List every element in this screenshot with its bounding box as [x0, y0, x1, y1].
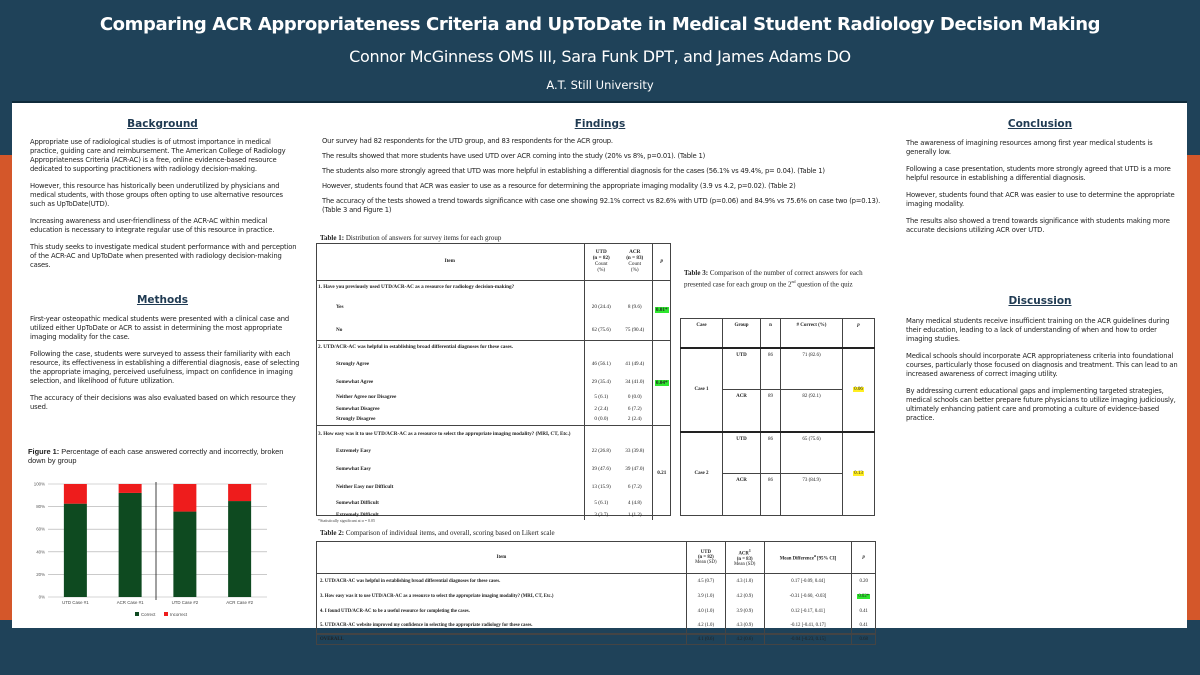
table2-diff: -0.12 [-0.41, 0.17]: [764, 619, 852, 634]
findings-paragraph: The students also more strongly agreed that UTD was more helpful in establishing a differential diagnosis for the cases (56.1% vs 49.4%, p= 0.04). (Table 1): [322, 167, 825, 175]
table2-acr: 3.9 (0.9): [725, 604, 764, 619]
table1-option-label: Somewhat Agree: [336, 379, 374, 385]
findings-paragraph: Our survey had 82 respondents for the UTD group, and 83 respondents for the ACR group.: [322, 137, 613, 145]
legend-swatch-incorrect: [164, 612, 168, 616]
table3-correct: 73 (84.9): [781, 474, 843, 516]
table1-option-label: Somewhat Easy: [336, 466, 372, 472]
table1-utd-count: 3 (3.7): [584, 509, 618, 520]
methods-text: [30, 315, 300, 420]
table3-header-group: Group: [723, 319, 761, 348]
discussion-heading: Discussion: [1008, 295, 1072, 307]
legend-label-correct: Correct: [141, 612, 156, 617]
table3-p-cell: [843, 348, 875, 432]
table2-label: Table 2:: [320, 529, 345, 537]
table1-row: [316, 294, 671, 320]
chart-y-tick-label: 80%: [36, 504, 45, 510]
table1-row: [316, 373, 671, 391]
table3-group: ACR: [723, 390, 761, 432]
table1: [316, 243, 671, 520]
chart-bar-correct: [173, 512, 196, 597]
table1-question: 1. Have you previously used UTD/ACR-AC as a resource for radiology decision-making?: [318, 284, 515, 291]
table1-option-label: Somewhat Disagree: [336, 405, 380, 412]
chart-x-tick-label: ACR Case #1: [116, 600, 144, 605]
table2-acr: 4.2 (0.6): [725, 634, 764, 645]
table2-row: [317, 574, 876, 589]
chart-bar-incorrect: [228, 484, 251, 501]
methods-paragraph: The accuracy of their decisions was also evaluated based on which resource they used.: [30, 394, 296, 411]
table1-row: [316, 460, 671, 478]
findings-text: [322, 137, 887, 215]
chart-x-tick-label: UTD Case #2: [171, 600, 199, 605]
table2-overall-row: [317, 634, 876, 645]
table2-utd: 4.5 (0.7): [686, 574, 725, 589]
table1-row: [316, 414, 671, 425]
chart-y-tick-label: 20%: [36, 571, 45, 577]
table1-header-item: Item: [316, 243, 584, 280]
table3-p: 0.13: [854, 471, 863, 477]
chart-bar-correct: [64, 504, 87, 597]
table3-header-row: [681, 319, 875, 348]
figure1-label: Figure 1:: [28, 447, 60, 456]
table1-option-label: Neither Agree nor Disagree: [336, 394, 397, 400]
table2-header-diff: Mean Difference$^a$ [95% CI]: [764, 542, 852, 574]
table2-p: 0.68: [852, 634, 876, 645]
figure1-caption-text: Percentage of each case answered correctly and incorrectly, broken down by group: [28, 447, 284, 465]
chart-x-tick-label: UTD Case #1: [62, 600, 89, 605]
table1-utd-count: 20 (24.4): [584, 294, 618, 320]
background-heading: Background: [127, 118, 198, 130]
findings-heading: Findings: [574, 118, 626, 130]
table3-header-p: p: [843, 319, 875, 348]
table1-acr-count: 8 (9.6): [627, 304, 642, 310]
table1-utd-count: 0 (0.0): [584, 414, 618, 425]
table1-option-label: No: [316, 320, 584, 340]
table2-caption-text: Comparison of individual items, and overall, scoring based on Likert scale: [344, 529, 555, 537]
table1-acr-count: 6 (7.2): [627, 484, 642, 490]
conclusion-paragraph: The awareness of imagining resources among first year medical students is generally low.: [906, 139, 1153, 156]
table2-item: 2. UTD/ACR-AC was helpful in establishing broad differential diagnoses for these cases.: [320, 578, 501, 584]
poster-affiliation: A.T. Still University: [546, 78, 654, 92]
table1-row: [316, 354, 671, 373]
table3: [680, 318, 875, 516]
table1-acr-count: 33 (39.8): [625, 448, 645, 454]
table2: [316, 541, 876, 645]
legend-label-incorrect: Incorrect: [170, 612, 188, 617]
table1-acr-count: 0 (0.0): [627, 394, 642, 400]
table2-header-p: p: [852, 542, 876, 574]
table2-p: 0.41: [852, 604, 876, 619]
table1-acr-count: 4 (4.8): [627, 499, 642, 506]
methods-heading: Methods: [136, 294, 189, 306]
table1-p-cell: [652, 280, 671, 340]
poster-authors: Connor McGinness OMS III, Sara Funk DPT, and James Adams DO: [349, 47, 851, 66]
table1-row: [316, 403, 671, 414]
table2-caption: [320, 529, 555, 537]
table1-utd-count: 13 (15.9): [584, 478, 618, 496]
table1-acr-count: 1 (1.2): [627, 511, 642, 518]
conclusion-paragraph: Following a case presentation, students more strongly agreed that UTD is a more helpful resource in establishing a differential diagnosis.: [906, 165, 1171, 182]
table3-caption-text: Comparison of the number of correct answers for each presented case for each group on the 2: [684, 269, 863, 288]
conclusion-paragraph: However, students found that ACR was easier to use to determine the appropriate imaging modality.: [906, 191, 1175, 208]
table3-group: UTD: [723, 348, 761, 390]
table1-p-value: 0.01*: [655, 307, 668, 313]
table1-p-value: 0.04*: [655, 379, 668, 386]
table3-p: 0.06: [854, 387, 863, 392]
table3-n: 89: [761, 390, 781, 432]
table1-acr-count: 75 (90.4): [618, 320, 652, 340]
table1-utd-count: 5 (6.1): [584, 496, 618, 509]
table2-header-acr: ACR$^1$ (n = 83) Mean (SD): [725, 542, 764, 574]
table1-header-utd: UTD (n = 82) Count (%): [584, 243, 618, 280]
figure1-chart: [22, 472, 282, 632]
table3-p-cell: [843, 432, 875, 516]
table1-footnote: *Statistically significant at α = 0.05: [318, 518, 376, 523]
findings-paragraph: However, students found that ACR was easier to use as a resource for determining the appropriate imaging modality (3.9 vs 4.2, p=0.02). (Table 2): [322, 182, 796, 190]
table2-diff: 0.17 [-0.09, 0.44]: [764, 574, 852, 589]
background-paragraph: However, this resource has historically been underutilized by physicians and medical students, with those groups often opting to use alternative resources such as UpToDate(UTD).: [30, 182, 283, 208]
table2-acr: 4.2 (0.9): [725, 589, 764, 604]
table2-utd: 4.0 (1.0): [686, 604, 725, 619]
table2-item: OVERALL: [317, 634, 687, 645]
chart-y-tick-label: 40%: [36, 549, 45, 555]
table1-row: [316, 442, 671, 460]
table1-header-p: p: [652, 243, 671, 280]
table3-header-case: Case: [681, 319, 723, 348]
table3-case: Case 2: [681, 432, 723, 516]
chart-bar-correct: [228, 501, 251, 597]
table2-header-item: Item: [317, 542, 687, 574]
table3-correct: 65 (75.6): [781, 432, 843, 474]
table2-p: 0.41: [852, 619, 876, 634]
table1-header-acr: ACR (n = 83) Count (%): [618, 243, 652, 280]
table1-row: [316, 391, 671, 403]
table3-correct: 71 (82.6): [781, 348, 843, 390]
table3-row: [681, 432, 875, 474]
table1-acr-count: 34 (41.0): [625, 379, 645, 385]
table3-row: [681, 348, 875, 390]
table1-utd-count: 5 (6.1): [584, 391, 618, 403]
table2-row: [317, 589, 876, 604]
table2-p-cell: [852, 589, 876, 604]
table2-utd: 4.1 (0.6): [686, 634, 725, 645]
chart-y-tick-label: 60%: [36, 526, 45, 532]
table3-case-group: [681, 432, 875, 516]
table1-option-label: Yes: [336, 304, 344, 310]
chart-x-tick-label: ACR Case #2: [226, 600, 254, 605]
table1-utd-count: 39 (47.6): [584, 460, 618, 478]
chart-legend: [135, 612, 188, 617]
table2-utd: 3.9 (1.0): [686, 589, 725, 604]
table1-option-label: Extremely Easy: [336, 448, 371, 454]
table1-caption-text: Distribution of answers for survey items for each group: [344, 234, 502, 242]
table3-n: 86: [761, 432, 781, 474]
table3-case-group: [681, 348, 875, 432]
chart-bar-correct: [119, 493, 142, 597]
methods-paragraph: First-year osteopathic medical students were presented with a clinical case and utilized either UpToDate or ACR to assist in determining the most appropriate imaging modality for the case.: [30, 315, 290, 341]
figure1-caption: [28, 447, 288, 465]
table1-caption: [320, 234, 501, 242]
table1-p-value: 0.21: [657, 469, 667, 476]
table1-question: 2. UTD/ACR-AC was helpful in establishing broad differential diagnoses for these cases.: [318, 344, 513, 351]
table1-utd-count: 62 (75.6): [584, 320, 618, 340]
table1-question-row: [316, 425, 671, 442]
table1-utd-count: 46 (56.1): [584, 354, 618, 373]
table1-option-label: Strongly Agree: [336, 360, 370, 367]
table1-label: Table 1:: [320, 234, 345, 242]
table1-p-cell: [652, 340, 671, 425]
chart-y-tick-label: 0%: [38, 594, 45, 600]
table1-row: [316, 320, 671, 340]
table1-utd-count: 2 (2.4): [584, 403, 618, 414]
discussion-paragraph: Medical schools should incorporate ACR appropriateness criteria into foundational courses, particularly those focused on diagnosis and treatment. This can lead to an increased awareness of correct imaging utility.: [906, 352, 1178, 378]
table1-option-label: Somewhat Difficult: [336, 499, 379, 506]
table1-question-row: [316, 280, 671, 294]
chart-y-tick-label: 100%: [33, 481, 45, 487]
table2-p: 0.20: [852, 574, 876, 589]
chart-bar-incorrect: [173, 484, 196, 512]
table1-acr-count: 2 (2.4): [618, 414, 652, 425]
findings-paragraph: The accuracy of the tests showed a trend towards significance with case one showing 92.1% correct vs 82.6% with UTD (p=0.06) and 84.9% vs 75.6% on case two (p=0.13). (Table 3 and Figure 1): [322, 197, 881, 214]
background-paragraph: Increasing awareness and user-friendliness of the ACR-AC within medical education is necessary to integrate regular use of this resource in practice.: [30, 217, 275, 234]
table2-row: [317, 604, 876, 619]
table3-case: Case 1: [681, 348, 723, 432]
background-text: [30, 138, 300, 278]
table1-acr-count: 39 (47.0): [625, 466, 645, 472]
table3-correct: 82 (92.1): [781, 390, 843, 432]
table2-p: 0.02*: [858, 593, 870, 599]
conclusion-heading: Conclusion: [1007, 118, 1073, 130]
chart-bar-incorrect: [119, 484, 142, 493]
findings-paragraph: The results showed that more students have used UTD over ACR coming into the study (20% vs 8%, p=0.01). (Table 1): [322, 152, 706, 160]
table1-option-label: Strongly Disagree: [316, 414, 584, 425]
table3-caption: [684, 269, 874, 288]
table2-item: 4. I found UTD/ACR-AC to be a useful resource for completing the cases.: [320, 608, 470, 614]
background-paragraph: This study seeks to investigate medical student performance with and perception of the ACR-AC and UpToDate when presented with radiology decision-making cases.: [30, 243, 297, 269]
table1-acr-count: 6 (7.2): [627, 405, 642, 412]
poster-title: Comparing ACR Appropriateness Criteria and UpToDate in Medical Student Radiology Decision Making: [99, 14, 1101, 35]
table2-row: [317, 619, 876, 634]
table1-acr-count: 41 (49.4): [625, 360, 645, 367]
discussion-text: [906, 317, 1178, 431]
table2-acr: 4.3 (0.9): [725, 619, 764, 634]
table2-diff: 0.12 [-0.17, 0.41]: [764, 604, 852, 619]
conclusion-text: [906, 139, 1178, 243]
table2-acr: 4.3 (1.0): [725, 574, 764, 589]
table1-header-row: [316, 243, 671, 280]
legend-swatch-correct: [135, 612, 139, 616]
table1-option-label: Neither Easy nor Difficult: [336, 484, 394, 490]
table2-header-row: [317, 542, 876, 574]
table2-diff: -0.31 [-0.60, -0.03]: [764, 589, 852, 604]
table1-option-label: Extremely Difficult: [336, 511, 379, 518]
discussion-paragraph: Many medical students receive insufficient training on the ACR guidelines during their education, leading to a lack of understanding of when and how to order imaging studies.: [906, 317, 1170, 343]
table2-header-utd: UTD (n = 82) Mean (SD): [686, 542, 725, 574]
table3-header-correct: # Correct (%): [781, 319, 843, 348]
table1-question-row: [316, 340, 671, 354]
table3-n: 86: [761, 474, 781, 516]
table3-group: UTD: [723, 432, 761, 474]
table3-caption-sup: nd: [791, 278, 796, 284]
table2-item: 5. UTD/ACR-AC website improved my confidence in selecting the appropriate radiology for these cases.: [320, 623, 533, 628]
table2-utd: 4.2 (1.0): [686, 619, 725, 634]
background-paragraph: Appropriate use of radiological studies is of utmost importance in medical practice, guiding care and reimbursement. The American College of Radiology Appropriateness Criteria (ACR-AC) is a free, online evidence-based resource dedicated to supporting practitioners with radiology decision-making.: [30, 138, 286, 173]
conclusion-paragraph: The results also showed a trend towards significance with students making more accurate decisions utilizing ACR over UTD.: [906, 217, 1170, 234]
table1-p-cell: [652, 425, 671, 520]
chart-bar-incorrect: [64, 484, 87, 504]
table3-caption-text-end: question of the quiz: [795, 279, 853, 288]
table3-group: ACR: [723, 474, 761, 516]
table1-row: [316, 496, 671, 509]
table1-row: [316, 478, 671, 496]
table1-utd-count: 22 (26.8): [584, 442, 618, 460]
table1-question: 3. How easy was it to use UTD/ACR-AC as a resource to select the appropriate imaging modality? (MRI, CT, Etc.): [318, 430, 571, 437]
table3-label: Table 3:: [684, 269, 709, 277]
table1-utd-count: 29 (35.4): [584, 373, 618, 391]
discussion-paragraph: By addressing current educational gaps and implementing targeted strategies, medical schools can better prepare future physicians to utilize imaging judiciously, ultimately enhancing patient care and promoting a culture of evidence-based practice.: [906, 387, 1176, 422]
table2-item: 3. How easy was it to use UTD/ACR-AC as a resource to select the appropriate imaging modality? (MRI, CT, Etc.): [320, 593, 554, 599]
table3-n: 86: [761, 348, 781, 390]
table3-header-n: n: [761, 319, 781, 348]
table2-diff: -0.04 [-0.23, 0.15]: [764, 634, 852, 645]
methods-paragraph: Following the case, students were surveyed to assess their familiarity with each resource, its effectiveness in establishing a differential diagnosis, ease of selecting the appropriate imaging, perceived usefulness, impact on confidence in imaging selection, and likelihood of future utilization.: [30, 350, 300, 385]
